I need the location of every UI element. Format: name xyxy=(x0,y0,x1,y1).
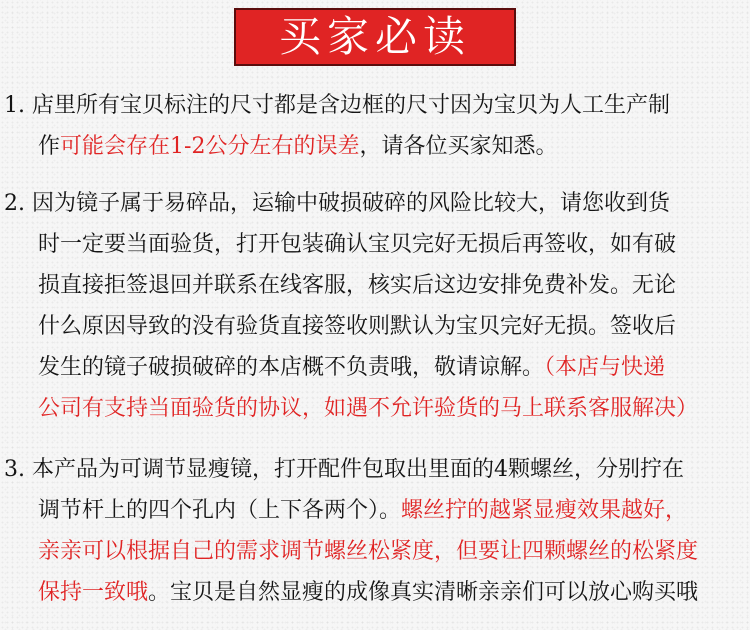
item-1-line-2 xyxy=(38,129,750,165)
item-2-line-4 xyxy=(38,309,750,345)
item-2-line-2 xyxy=(38,227,750,263)
text-segment: 发生的镜子破损破碎的本店概不负责哦，敬请谅解。 xyxy=(38,355,545,380)
item-1-line-1 xyxy=(4,88,748,124)
highlight-text: 可能会存在1-2公分左右的误差 xyxy=(60,134,360,159)
text-segment: 1. 店里所有宝贝标注的尺寸都是含边框的尺寸因为宝贝为人工生产制 xyxy=(4,93,670,118)
highlight-text: 螺丝拧的越紧显瘦效果越好， xyxy=(401,498,688,523)
item-3-line-4 xyxy=(38,575,750,611)
item-2-line-1 xyxy=(4,186,748,222)
text-segment: 时一定要当面验货，打开包装确认宝贝完好无损后再签收，如有破 xyxy=(38,232,677,257)
page-title: 买家必读 xyxy=(278,12,471,61)
item-3-line-1 xyxy=(4,452,748,488)
text-segment: 损直接拒签退回并联系在线客服，核实后这边安排免费补发。无论 xyxy=(38,273,677,298)
item-3-line-3 xyxy=(38,534,750,570)
highlight-text: 公司有支持当面验货的协议，如遇不允许验货的马上联系客服解决） xyxy=(38,396,699,421)
item-2-line-5 xyxy=(38,350,750,386)
text-segment: 2. 因为镜子属于易碎品，运输中破损破碎的风险比较大，请您收到货 xyxy=(4,191,670,216)
text-segment: 。宝贝是自然显瘦的成像真实清晰亲亲们可以放心购买哦 xyxy=(148,580,699,605)
title-banner xyxy=(234,8,516,66)
highlight-text: （本店与快递 xyxy=(544,355,666,380)
text-segment: 作 xyxy=(38,134,61,159)
highlight-text: 保持一致哦 xyxy=(38,580,149,605)
text-segment: 什么原因导致的没有验货直接签收则默认为宝贝完好无损。签收后 xyxy=(38,314,677,339)
item-3-line-2 xyxy=(38,493,750,529)
text-segment: 调节杆上的四个孔内（上下各两个）。 xyxy=(38,498,402,523)
text-segment: 3. 本产品为可调节显瘦镜，打开配件包取出里面的4颗螺丝，分别拧在 xyxy=(4,457,684,482)
highlight-text: 亲亲可以根据自己的需求调节螺丝松紧度，但要让四颗螺丝的松紧度 xyxy=(38,539,699,564)
item-2-line-3 xyxy=(38,268,750,304)
text-segment: ，请各位买家知悉。 xyxy=(359,134,558,159)
item-2-line-6 xyxy=(38,391,750,427)
